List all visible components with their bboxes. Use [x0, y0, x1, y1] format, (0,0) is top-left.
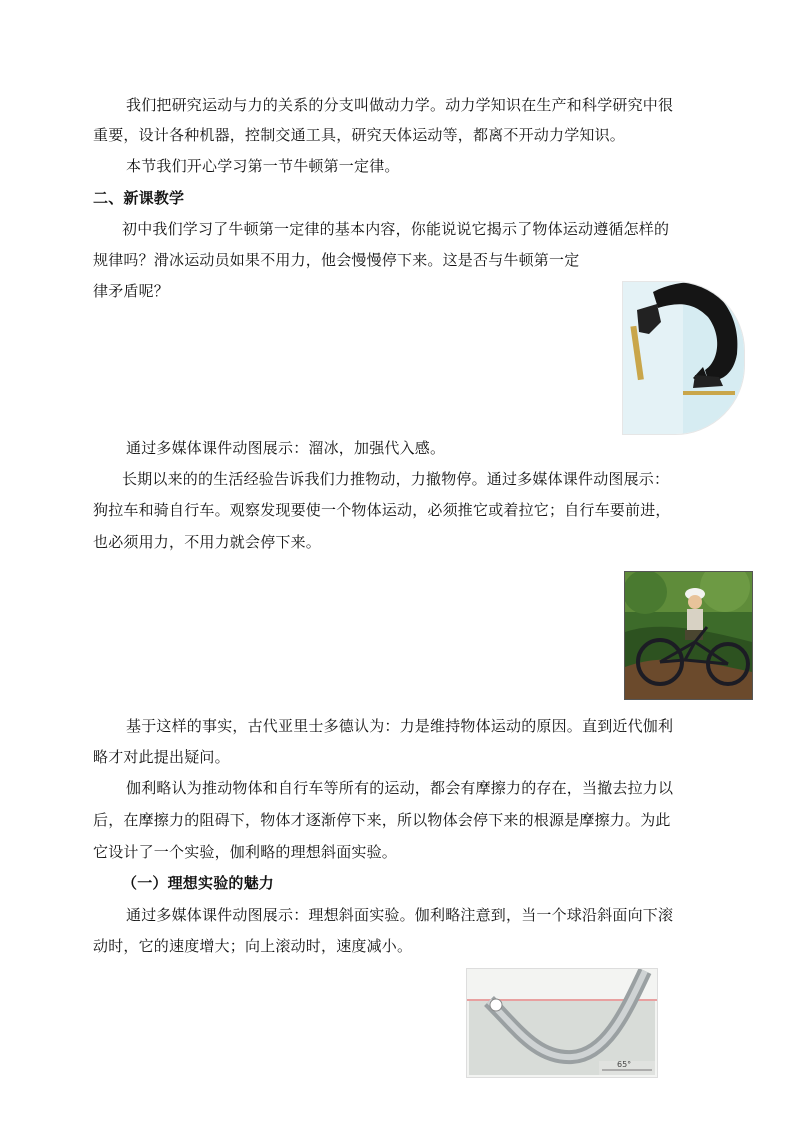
para-galileo-line1: 伽利略认为推动物体和自行车等所有的运动，都会有摩擦力的存在，当撤去拉力以	[126, 779, 674, 797]
heading-ideal-experiment: （一）理想实验的魅力	[122, 874, 275, 892]
para-aristotle-line1: 基于这样的事实，古代亚里士多德认为：力是维持物体运动的原因。直到近代伽利	[126, 717, 674, 735]
para-question-line2: 规律吗？滑冰运动员如果不用力，他会慢慢停下来。这是否与牛顿第一定	[93, 251, 580, 269]
para-galileo-line2: 后，在摩擦力的阻碍下，物体才逐渐停下来，所以物体会停下来的根源是摩擦力。为此	[93, 811, 671, 829]
para-incline-line2: 动时，它的速度增大；向上滚动时，速度减小。	[93, 937, 413, 955]
incline-angle-label: 65°	[617, 1060, 632, 1069]
para-skating-demo: 通过多媒体课件动图展示：溜冰，加强代入感。	[126, 439, 446, 457]
para-experience-line1: 长期以来的的生活经验告诉我们力推物动，力撤物停。通过多媒体课件动图展示：	[122, 470, 670, 488]
skater-legs-image	[622, 281, 745, 435]
para-experience-line3: 也必须用力，不用力就会停下来。	[93, 533, 322, 551]
para-experience-line2: 狗拉车和骑自行车。观察发现要使一个物体运动，必须推它或着拉它；自行车要前进，	[93, 501, 671, 519]
heading-new-lesson: 二、新课教学	[93, 189, 185, 207]
para-galileo-line3: 它设计了一个实验，伽利略的理想斜面实验。	[93, 843, 398, 861]
boy-on-bicycle-image	[624, 571, 753, 700]
para-question-line1: 初中我们学习了牛顿第一定律的基本内容，你能说说它揭示了物体运动遵循怎样的	[122, 220, 670, 238]
para-aristotle-line2: 略才对此提出疑问。	[93, 748, 230, 766]
para-dynamics-line2: 重要，设计各种机器，控制交通工具，研究天体运动等，都离不开动力学知识。	[93, 126, 626, 144]
para-incline-line1: 通过多媒体课件动图展示：理想斜面实验。伽利略注意到，当一个球沿斜面向下滚	[126, 906, 674, 924]
para-question-line3: 律矛盾呢？	[93, 282, 170, 300]
para-intro-section: 本节我们开心学习第一节牛顿第一定律。	[126, 157, 400, 175]
galileo-incline-image	[466, 968, 658, 1078]
para-dynamics-line1: 我们把研究运动与力的关系的分支叫做动力学。动力学知识在生产和科学研究中很	[126, 96, 674, 114]
